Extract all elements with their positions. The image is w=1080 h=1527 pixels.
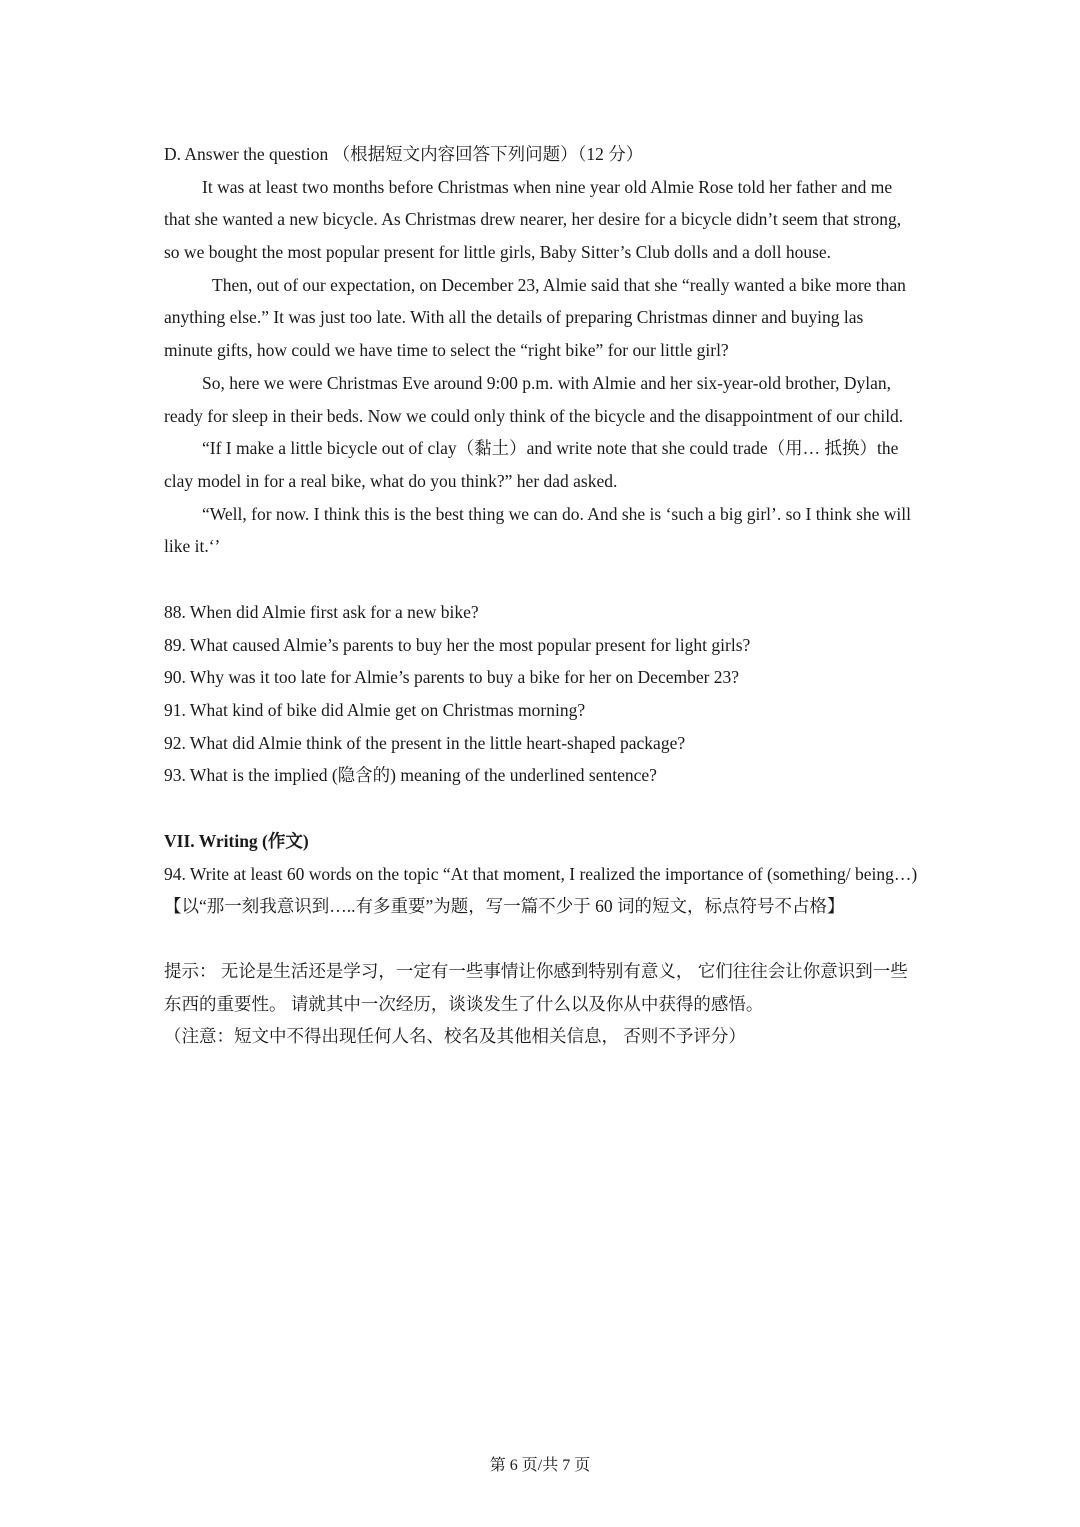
section-d — [164, 138, 994, 563]
passage-line: clay model in for a real bike, what do you think?” her dad asked. — [164, 470, 618, 491]
passage-line: that she wanted a new bicycle. As Christmas drew nearer, her desire for a bicycle didn’t seem that strong, — [164, 209, 902, 230]
section-d-heading: D. Answer the question （根据短文内容回答下列问题）（12 分） — [164, 144, 644, 164]
question-item: 88. When did Almie first ask for a new bike? — [164, 602, 479, 622]
passage-line: So, here we were Christmas Eve around 9:00 p.m. with Almie and her six-year-old brother, Dylan, — [202, 372, 892, 393]
passage-line: so we bought the most popular present for little girls, Baby Sitter’s Club dolls and a doll house. — [164, 242, 832, 263]
passage-line: “If I make a little bicycle out of clay（黏土）and write note that she could trade（用… 抵换）the — [202, 438, 899, 459]
passage-line: minute gifts, how could we have time to select the “right bike” for our little girl? — [164, 340, 729, 361]
passage-line: ready for sleep in their beds. Now we could only think of the bicycle and the disappointment of our child. — [164, 405, 904, 426]
passage-line: “Well, for now. I think this is the best thing we can do. And she is ‘such a big girl’. so I think she will — [202, 503, 912, 524]
question-item: 92. What did Almie think of the present in the little heart-shaped package? — [164, 732, 686, 753]
section-vii-heading: VII. Writing (作文) — [164, 831, 309, 851]
question-item: 89. What caused Almie’s parents to buy her the most popular present for light girls? — [164, 634, 751, 655]
question-item: 93. What is the implied (隐含的) meaning of the underlined sentence? — [164, 765, 657, 786]
writing-task: 94. Write at least 60 words on the topic “At that moment, I realized the importance of (something/ being…) — [164, 863, 918, 884]
passage-line: anything else.” It was just too late. With all the details of preparing Christmas dinner and buying las — [164, 307, 864, 328]
question-item: 91. What kind of bike did Almie get on Christmas morning? — [164, 700, 586, 721]
section-vii — [164, 825, 994, 923]
hint-line: 东西的重要性。 请就其中一次经历，谈谈发生了什么以及你从中获得的感悟。 — [164, 993, 764, 1014]
passage-line: It was at least two months before Christmas when nine year old Almie Rose told her father and me — [202, 176, 893, 197]
writing-hint — [164, 955, 994, 1053]
page-number: 第 6 页/共 7 页 — [489, 1457, 591, 1474]
writing-task-cn: 【以“那一刻我意识到…..有多重要”为题，写一篇不少于 60 词的短文，标点符号不占格】 — [164, 896, 845, 917]
hint-line: 提示： 无论是生活还是学习，一定有一些事情让你感到特别有意义， 它们往往会让你意识到一些 — [164, 961, 908, 981]
question-list — [164, 596, 994, 792]
hint-line: （注意：短文中不得出现任何人名、校名及其他相关信息， 否则不予评分） — [164, 1026, 746, 1047]
question-item: 90. Why was it too late for Almie’s parents to buy a bike for her on December 23? — [164, 667, 740, 688]
passage-line: like it.‘’ — [164, 536, 221, 557]
passage-line: Then, out of our expectation, on December 23, Almie said that she “really wanted a bike more than — [212, 274, 906, 295]
